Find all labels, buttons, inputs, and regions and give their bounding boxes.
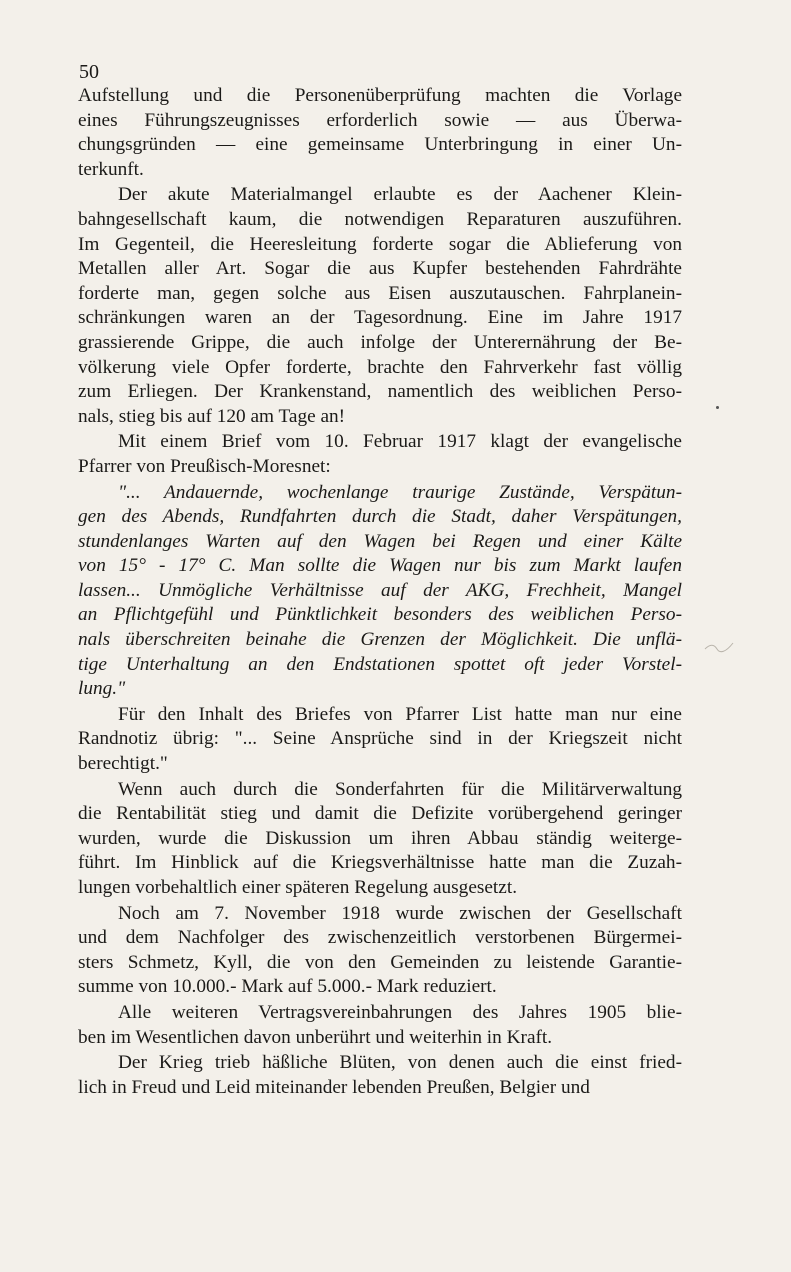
text-line: Der akute Materialmangel erlaubte es der Aachener Klein- [118, 184, 682, 206]
margin-dot [716, 406, 719, 409]
text-line: Der Krieg trieb häßliche Blüten, von denen auch die einst fried- [118, 1052, 682, 1074]
text-line: Metallen aller Art. Sogar die aus Kupfer bestehenden Fahrdrähte [78, 258, 682, 280]
text-line: terkunft. [78, 158, 144, 180]
paragraph [78, 1051, 682, 1100]
text-line: Pfarrer von Preußisch-Moresnet: [78, 455, 331, 477]
paragraph [78, 778, 682, 901]
text-line: lung." [78, 678, 126, 700]
text-line: Aufstellung und die Personenüberprüfung machten die Vorlage [78, 85, 682, 106]
text-line: Für den Inhalt des Briefes von Pfarrer List hatte man nur eine [118, 703, 682, 725]
text-line: tige Unterhaltung an den Endstationen spottet oft jeder Vorstel- [78, 653, 682, 675]
text-line: die Rentabilität stieg und damit die Defizite vorübergehend geringer [78, 803, 682, 825]
page-number: 50 [79, 61, 99, 83]
text-line: führt. Im Hinblick auf die Kriegsverhältnisse hatte man die Zuzah- [78, 852, 682, 874]
quoted-letter [78, 481, 682, 702]
text-line: Wenn auch durch die Sonderfahrten für die Militärverwaltung [118, 778, 682, 800]
text-line: nals, stieg bis auf 120 am Tage an! [78, 405, 346, 427]
text-line: forderte man, gegen solche aus Eisen auszutauschen. Fahrplanein- [78, 282, 682, 304]
text-line: sters Schmetz, Kyll, die von den Gemeinden zu leistende Garantie- [78, 951, 682, 973]
paragraph [78, 84, 682, 182]
text-line: chungsgründen — eine gemeinsame Unterbringung in einer Un- [78, 134, 682, 156]
text-line: zum Erliegen. Der Krankenstand, namentlich des weiblichen Perso- [78, 381, 682, 403]
text-line: stundenlanges Warten auf den Wagen bei Regen und einer Kälte [78, 530, 682, 552]
text-line: schränkungen waren an der Tagesordnung. Eine im Jahre 1917 [78, 307, 682, 329]
text-line: an Pflichtgefühl und Pünktlichkeit besonders des weiblichen Perso- [78, 604, 682, 626]
text-line: gen des Abends, Rundfahrten durch die Stadt, daher Verspätungen, [78, 506, 682, 528]
page-text [78, 84, 682, 1100]
text-line: Randnotiz übrig: "... Seine Ansprüche sind in der Kriegszeit nicht [78, 728, 682, 750]
paragraph [78, 703, 682, 777]
text-line: nals überschreiten beinahe die Grenzen der Möglichkeit. Die unflä- [78, 629, 682, 651]
text-line: völkerung viele Opfer forderte, brachte den Fahrverkehr fast völlig [78, 356, 682, 378]
text-line: "... Andauernde, wochenlange traurige Zustände, Verspätun- [118, 481, 682, 503]
paragraph [78, 902, 682, 1000]
text-line: lassen... Unmögliche Verhältnisse auf der AKG, Frechheit, Mangel [78, 579, 682, 601]
text-line: summe von 10.000.- Mark auf 5.000.- Mark reduziert. [78, 976, 497, 998]
text-line: eines Führungszeugnisses erforderlich sowie — aus Überwa- [78, 109, 682, 131]
text-line: Noch am 7. November 1918 wurde zwischen der Gesellschaft [118, 902, 682, 924]
paragraph [78, 1001, 682, 1050]
text-line: Mit einem Brief vom 10. Februar 1917 klagt der evangelische [118, 431, 682, 453]
paragraph [78, 430, 682, 479]
text-line: von 15° - 17° C. Man sollte die Wagen nur bis zum Markt laufen [78, 555, 682, 577]
text-line: Alle weiteren Vertragsvereinbahrungen des Jahres 1905 blie- [118, 1001, 682, 1023]
book-page [78, 60, 682, 1100]
text-line: und dem Nachfolger des zwischenzeitlich verstorbenen Bürgermei- [78, 927, 682, 949]
margin-pencil-mark [704, 640, 734, 654]
text-line: berechtigt." [78, 753, 168, 775]
text-line: wurden, wurde die Diskussion um ihren Abbau ständig weiterge- [78, 827, 682, 849]
text-line: grassierende Grippe, die auch infolge der Unterernährung der Be- [78, 331, 682, 353]
text-line: bahngesellschaft kaum, die notwendigen Reparaturen auszuführen. [78, 208, 682, 230]
text-line: ben im Wesentlichen davon unberührt und weiterhin in Kraft. [78, 1026, 553, 1048]
text-line: lich in Freud und Leid miteinander lebenden Preußen, Belgier und [78, 1076, 590, 1098]
paragraph [78, 183, 682, 429]
text-line: lungen vorbehaltlich einer späteren Regelung ausgesetzt. [78, 877, 518, 898]
text-line: Im Gegenteil, die Heeresleitung forderte sogar die Ablieferung von [78, 233, 682, 255]
